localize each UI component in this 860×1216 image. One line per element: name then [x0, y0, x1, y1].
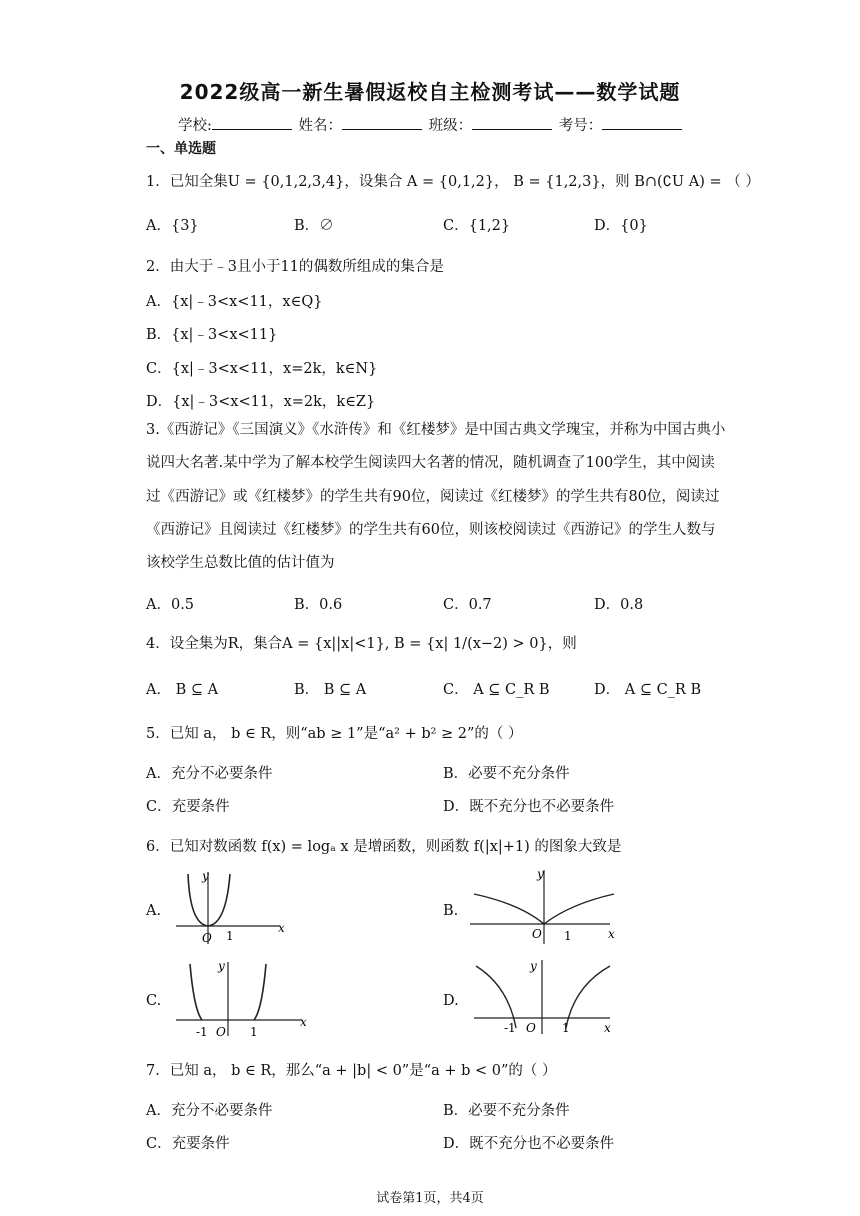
graph-a-y-label: y [202, 869, 209, 883]
school-blank[interactable] [212, 117, 292, 130]
graph-d-origin: O [526, 1021, 536, 1035]
graph-c-x-label: x [300, 1015, 307, 1029]
q5-option-b[interactable]: B．必要不充分条件 [443, 766, 570, 782]
graph-c-y-label: y [218, 959, 225, 973]
graph-a-tick-1: 1 [226, 929, 234, 943]
q7-option-b[interactable]: B．必要不充分条件 [443, 1103, 570, 1119]
q1-option-c[interactable]: C．{1,2} [443, 218, 511, 234]
q2-option-d[interactable]: D．{x|﹣3<x<11，x=2k，k∈Z} [146, 394, 376, 410]
q3-text: 3.《西游记》《三国演义》《水浒传》和《红楼梦》是中国古典文学瑰宝，并称为中国古典小说四大名著.某中学为了解本校学生阅读四大名著的情况，随机调查了100学生，其中阅读过《西游记》或《红楼梦》的学生共有90位，阅读过《红楼梦》的学生共有80位，阅读过《西游记》且阅读过《红楼梦》的学生共有60位，则该校阅读过《西游记》的学生人数与该校学生总数比值的估计值为 [146, 422, 726, 572]
q7-option-a[interactable]: A．充分不必要条件 [146, 1103, 273, 1119]
q1-option-a[interactable]: A．{3} [146, 218, 199, 234]
q4-stem: 4．设全集为R，集合A = {x||x|<1}, B = {x| 1/(x−2) > 0}，则 [146, 636, 577, 652]
graph-a-x-label: x [278, 921, 285, 935]
q6-graph-a[interactable] [168, 868, 298, 948]
q7-option-d[interactable]: D．既不充分也不必要条件 [443, 1136, 615, 1152]
graph-c-tick-neg1: -1 [196, 1025, 208, 1038]
graph-b-origin: O [532, 927, 542, 941]
graph-b-x-label: x [608, 927, 615, 941]
q3-option-c[interactable]: C．0.7 [443, 597, 492, 613]
q3-option-b[interactable]: B．0.6 [294, 597, 343, 613]
q3-option-a[interactable]: A．0.5 [146, 597, 195, 613]
exam-no-blank[interactable] [602, 117, 682, 130]
q1-option-d[interactable]: D．{0} [594, 218, 648, 234]
page-title: 2022级高一新生暑假返校自主检测考试——数学试题 [179, 80, 681, 104]
q4-option-b[interactable]: B． B ⊆ A [294, 682, 367, 698]
page-footer: 试卷第1页，共4页 [376, 1191, 484, 1206]
student-info-line [178, 114, 684, 135]
q4-option-c[interactable]: C． A ⊆ C_R B [443, 682, 550, 698]
graph-c-origin: O [216, 1025, 226, 1038]
q6-option-c[interactable]: C. [146, 993, 162, 1009]
q5-option-a[interactable]: A．充分不必要条件 [146, 766, 273, 782]
name-label: 姓名： [298, 118, 342, 134]
class-blank[interactable] [472, 117, 552, 130]
name-blank[interactable] [342, 117, 422, 130]
graph-d-y-label: y [530, 959, 537, 973]
graph-d-tick-neg1: -1 [504, 1021, 516, 1035]
graph-c-tick-1: 1 [250, 1025, 258, 1038]
q6-graph-d[interactable] [470, 956, 620, 1036]
q4-option-d[interactable]: D． A ⊆ C_R B [594, 682, 702, 698]
school-label: 学校: [178, 118, 212, 134]
graph-b-tick-1: 1 [564, 929, 572, 943]
q7-stem: 7．已知 a， b ∈ R，那么“a + |b| < 0”是“a + b < 0”的（ ） [146, 1063, 557, 1079]
graph-a-origin: O [202, 931, 212, 945]
section-heading: 一、单选题 [146, 141, 216, 157]
q2-stem: 2．由大于﹣3且小于11的偶数所组成的集合是 [146, 259, 444, 275]
q6-stem: 6．已知对数函数 f(x) = logₐ x 是增函数，则函数 f(|x|+1) 的图象大致是 [146, 839, 622, 855]
q5-stem: 5．已知 a， b ∈ R，则“ab ≥ 1”是“a² + b² ≥ 2”的（ ） [146, 726, 523, 742]
q2-option-b[interactable]: B．{x|﹣3<x<11} [146, 327, 278, 343]
q1-stem: 1．已知全集U = {0,1,2,3,4}，设集合 A = {0,1,2}， B = {1,2,3}，则 B∩(∁U A) = （ ） [146, 174, 760, 190]
q6-option-b[interactable]: B. [443, 903, 459, 919]
q5-option-c[interactable]: C．充要条件 [146, 799, 230, 815]
class-label: 班级： [428, 118, 473, 134]
q2-option-a[interactable]: A．{x|﹣3<x<11，x∈Q} [146, 294, 323, 310]
graph-d-x-label: x [604, 1021, 611, 1035]
q6-option-a[interactable]: A. [146, 903, 162, 919]
q6-graph-b[interactable] [470, 866, 620, 946]
exam-no-label: 考号： [558, 118, 603, 134]
q5-option-d[interactable]: D．既不充分也不必要条件 [443, 799, 615, 815]
q3-option-d[interactable]: D．0.8 [594, 597, 644, 613]
q4-option-a[interactable]: A． B ⊆ A [146, 682, 219, 698]
q1-option-b[interactable]: B．∅ [294, 218, 334, 234]
graph-b-y-label: y [537, 867, 544, 881]
q6-graph-c[interactable] [172, 958, 312, 1038]
q2-option-c[interactable]: C．{x|﹣3<x<11，x=2k，k∈N} [146, 361, 378, 377]
q7-option-c[interactable]: C．充要条件 [146, 1136, 230, 1152]
graph-d-tick-1: 1 [562, 1021, 570, 1035]
q6-option-d[interactable]: D. [443, 993, 459, 1009]
